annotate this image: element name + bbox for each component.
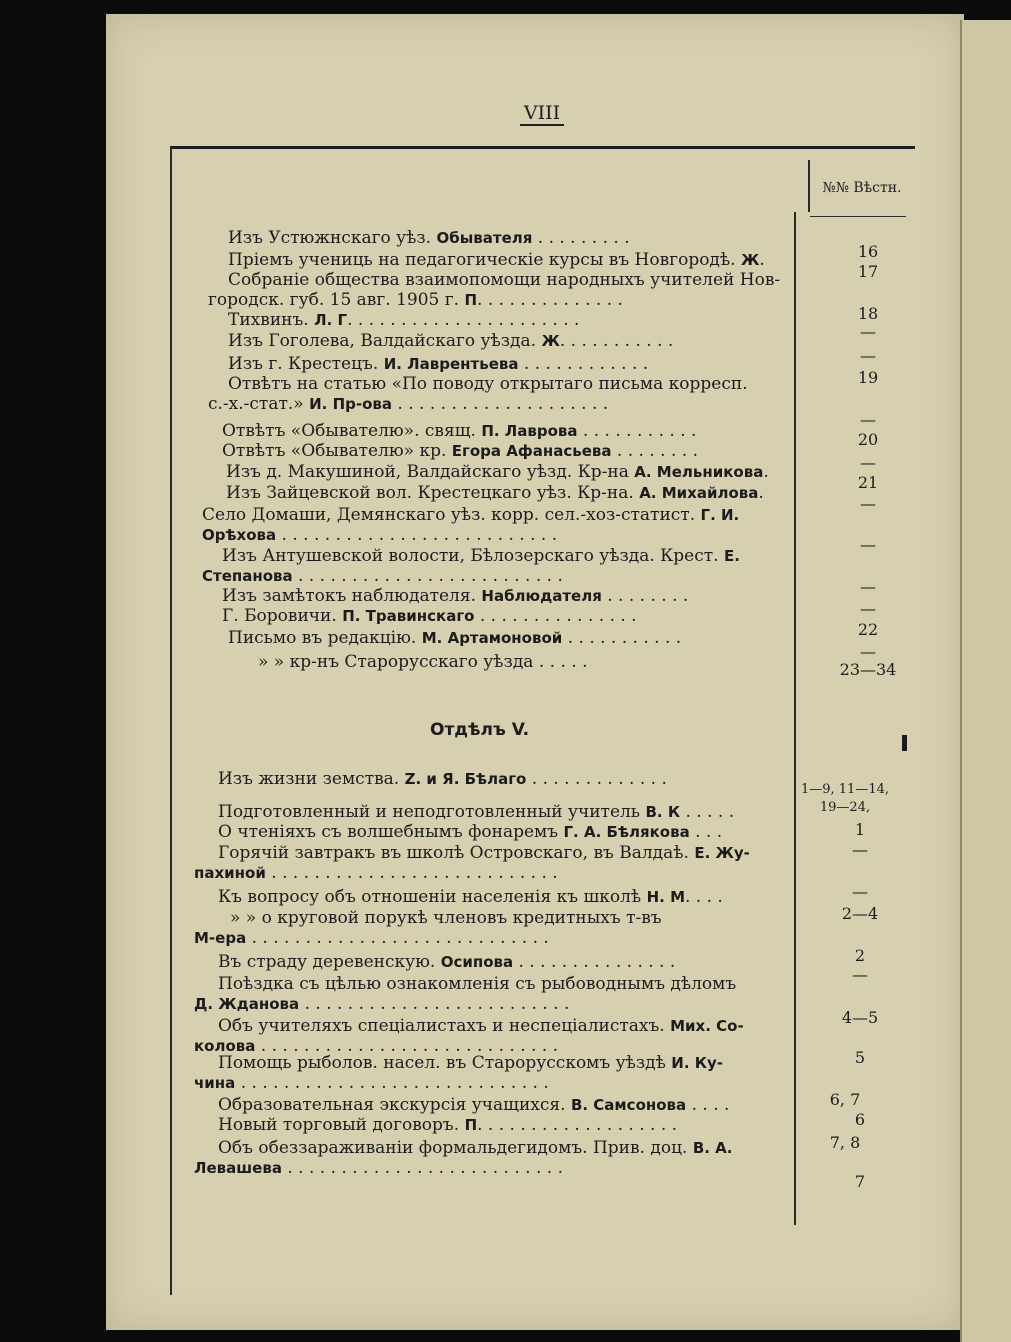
- entry-title: Село Домаши, Демянскаго уѣз. корр. сел.-хоз-статист.: [202, 505, 701, 525]
- entry-author: В. Самсонова: [570, 1096, 687, 1114]
- entry-title: Пріемъ учениць на педагогическіе курсы въ Новгородѣ.: [228, 250, 741, 270]
- leader-dots: . . . . . . . . . . . . . . . . . . . . . . . . . . .: [265, 863, 558, 883]
- entry-title: Собраніе общества взаимопомощи народныхъ учителей Нов-: [228, 270, 781, 290]
- leader-dots: . . . . . . . . . . . . . . . . . . . .: [392, 394, 609, 414]
- entry-title: Изъ Гоголева, Валдайскаго уѣзда.: [228, 331, 542, 351]
- entry-title: Изъ замѣтокъ наблюдателя.: [222, 586, 482, 606]
- contents-entry: [218, 1053, 723, 1073]
- issue-number: 19: [857, 368, 879, 387]
- entry-title: Отвѣтъ «Обывателю» кр.: [222, 441, 452, 461]
- header-column-rule: [808, 160, 810, 212]
- leader-dots: . . . .: [686, 1095, 730, 1115]
- leader-dots: . . . . . . . . . . . . .: [526, 769, 667, 789]
- issue-number: 2—4: [841, 904, 879, 923]
- entry-author: пахиной: [194, 864, 266, 882]
- entry-author: колова: [194, 1037, 256, 1055]
- entry-author: чина: [194, 1074, 236, 1092]
- contents-entry: [226, 462, 769, 482]
- contents-entry: [228, 628, 681, 648]
- contents-entry: [226, 483, 764, 503]
- entry-title: » » кр-нъ Старорусскаго уѣзда: [258, 652, 534, 672]
- contents-entry: [228, 228, 630, 248]
- entry-author: А. Мельникова: [634, 463, 764, 481]
- entry-title: Изъ Зайцевской вол. Крестецкаго уѣз. Кр-на.: [226, 483, 640, 503]
- contents-entry: [194, 1158, 563, 1178]
- entry-author: Ж: [541, 332, 560, 350]
- entry-author: И. Пр-ова: [309, 395, 393, 413]
- entry-title: Къ вопросу объ отношеніи населенія къ школѣ: [218, 887, 647, 907]
- entry-author: Е.: [723, 547, 740, 565]
- entry-title: Помощь рыболов. насел. въ Старорусскомъ уѣздѣ: [218, 1053, 672, 1073]
- leader-dots: . . .: [689, 822, 723, 842]
- contents-entry: [194, 1073, 549, 1093]
- entry-author: М-ера: [194, 929, 247, 947]
- issue-number: —: [860, 453, 876, 472]
- contents-entry: [218, 1095, 729, 1115]
- entry-title: Изъ Антушевской волости, Бѣлозерскаго уѣзда. Крест.: [222, 546, 724, 566]
- leader-dots: . . . . . . . .: [601, 586, 689, 606]
- leader-dots: . . . . .: [533, 652, 588, 672]
- issue-number: —: [860, 599, 876, 618]
- contents-entry: [228, 310, 579, 330]
- entry-title: Объ обеззараживаніи формальдегидомъ. Прив. доц.: [218, 1138, 693, 1158]
- issue-number: 4—5: [841, 1008, 879, 1027]
- next-page-edge: [960, 20, 1011, 1342]
- entry-title: Изъ д. Макушиной, Валдайскаго уѣзд. Кр-на: [226, 462, 635, 482]
- contents-entry: [194, 928, 549, 948]
- issue-number: 22: [857, 620, 879, 639]
- leader-dots: . . . . . . . . . . . . . . . . . . .: [477, 1115, 678, 1135]
- entry-author: В. А.: [692, 1139, 733, 1157]
- entry-title: с.-х.-стат.»: [208, 394, 310, 414]
- leader-dots: . . . . . . . . . . . . . . . . . . . . . . . . . .: [276, 525, 558, 545]
- contents-entry: [218, 1138, 732, 1158]
- issue-number: —: [852, 840, 868, 859]
- entry-author: А. Михайлова: [639, 484, 759, 502]
- header-underline: [810, 216, 906, 217]
- contents-entry: [218, 952, 675, 972]
- contents-entry: [208, 290, 623, 310]
- leader-dots: . . . . . . . . . . . . . . . . . . . . . . . . . . . .: [246, 928, 549, 948]
- entry-title: Тихвинъ.: [228, 310, 315, 330]
- entry-author: Егора Афанасьева: [451, 442, 612, 460]
- issue-number: 6, 7: [829, 1090, 861, 1109]
- column-rule: [794, 212, 796, 1225]
- entry-author: Мих. Со-: [670, 1017, 744, 1035]
- ink-mark: [902, 735, 907, 751]
- leader-dots: . . . . . . . . . . .: [562, 628, 682, 648]
- entry-author: Обывателя: [436, 229, 533, 247]
- leader-dots: . . . . . . . . . . . . . . . . . . . . . . . . .: [292, 566, 563, 586]
- entry-title: Образовательная экскурсія учащихся.: [218, 1095, 571, 1115]
- contents-entry: [202, 566, 563, 586]
- issue-number: —: [860, 577, 876, 596]
- contents-entry: [222, 441, 698, 461]
- issue-number: 17: [857, 262, 879, 281]
- entry-author: Осипова: [440, 953, 514, 971]
- issue-number: 23—34: [839, 660, 897, 679]
- issue-number: 1: [854, 820, 866, 839]
- contents-entry: [218, 974, 736, 994]
- contents-entry: [194, 994, 569, 1014]
- contents-entry: [218, 887, 723, 907]
- entry-author: Л. Г: [314, 311, 348, 329]
- leader-dots: . . . . . . . . . . . . . .: [477, 290, 623, 310]
- leader-dots: .: [759, 250, 765, 270]
- contents-entry: [222, 586, 688, 606]
- contents-entry: [228, 250, 765, 270]
- entry-title: городск. губ. 15 авг. 1905 г.: [208, 290, 465, 310]
- entry-author: Левашева: [194, 1159, 282, 1177]
- entry-author: Г. А. Бѣлякова: [563, 823, 690, 841]
- entry-title: Отвѣтъ «Обывателю». свящ.: [222, 421, 482, 441]
- contents-entry: [228, 374, 748, 394]
- contents-entry: [218, 822, 722, 842]
- entry-author: Д. Жданова: [194, 995, 300, 1013]
- issue-number: —: [852, 965, 868, 984]
- issue-number: —: [860, 642, 876, 661]
- entry-author: Н. М: [646, 888, 685, 906]
- leader-dots: . . . . .: [680, 802, 735, 822]
- entry-author: В. К: [645, 803, 681, 821]
- entry-title: Новый торговый договоръ.: [218, 1115, 465, 1135]
- contents-entry: [222, 606, 637, 626]
- section-title: Отдѣлъ V.: [430, 720, 530, 740]
- entry-author: Степанова: [202, 567, 293, 585]
- leader-dots: . . . . . . . . .: [532, 228, 630, 248]
- contents-entry: [222, 421, 696, 441]
- entry-title: Въ страду деревенскую.: [218, 952, 441, 972]
- contents-entry: [230, 908, 662, 928]
- contents-entry: [218, 1115, 677, 1135]
- entry-title: Изъ Устюжнскаго уѣз.: [228, 228, 437, 248]
- entry-title: О чтеніяхъ съ волшебнымъ фонаремъ: [218, 822, 564, 842]
- issue-number: 6: [854, 1110, 866, 1129]
- leader-dots: . . . . . . . .: [611, 441, 698, 461]
- issue-number: 2: [854, 946, 866, 965]
- contents-entry: [258, 652, 587, 672]
- contents-entry: [202, 525, 557, 545]
- contents-entry: [194, 863, 558, 883]
- issue-number: 20: [857, 430, 879, 449]
- issue-number: 7: [854, 1172, 866, 1191]
- contents-entry: [218, 769, 667, 789]
- issue-number: 16: [857, 242, 879, 261]
- leader-dots: . . . . . . . . . . . . . . . . . . . . . . . . .: [299, 994, 570, 1014]
- issue-number: 1—9, 11—14,: [800, 782, 890, 797]
- top-rule: [170, 146, 915, 149]
- entry-author: П: [464, 291, 478, 309]
- entry-title: Поѣздка съ цѣлью ознакомленія съ рыбоводнымъ дѣломъ: [218, 974, 737, 994]
- contents-entry: [218, 802, 734, 822]
- leader-dots: . . . . . . . . . . . .: [518, 354, 649, 374]
- leader-dots: .: [758, 483, 764, 503]
- entry-title: Объ учителяхъ спеціалистахъ и неспеціалистахъ.: [218, 1016, 671, 1036]
- issue-number: 5: [854, 1048, 866, 1067]
- issue-number: —: [860, 410, 876, 429]
- leader-dots: . . . . . . . . . . . . . . .: [474, 606, 637, 626]
- leader-dots: . . . . . . . . . . . . . . . . . . . . . . . . . .: [281, 1158, 563, 1178]
- leader-dots: . . . . . . . . . . . . . . . . . . . . . . . . . . . .: [255, 1036, 559, 1056]
- entry-author: Z. и Я. Бѣлаго: [404, 770, 527, 788]
- entry-title: Г. Боровичи.: [222, 606, 343, 626]
- issue-number: —: [860, 494, 876, 513]
- leader-dots: . . . . . . . . . . .: [559, 331, 674, 351]
- contents-entry: [202, 505, 739, 525]
- leader-dots: . . . . . . . . . . . . . . . . . . . . . .: [347, 310, 580, 330]
- issue-number: 19—24,: [819, 800, 871, 815]
- entry-author: И. Ку-: [671, 1054, 724, 1072]
- entry-author: П: [464, 1116, 478, 1134]
- entry-author: Ж: [740, 251, 760, 269]
- issue-number: 21: [857, 473, 879, 492]
- entry-author: М. Артамоновой: [421, 629, 563, 647]
- entry-author: П. Лаврова: [481, 422, 578, 440]
- entry-title: Подготовленный и неподготовленный учитель: [218, 802, 646, 822]
- issue-number: 18: [857, 304, 879, 323]
- entry-author: И. Лаврентьева: [383, 355, 519, 373]
- page-number: VIII: [520, 102, 564, 126]
- issue-number: —: [852, 882, 868, 901]
- contents-entry: [228, 331, 673, 351]
- entry-title: » » о круговой порукѣ членовъ кредитныхъ т-въ: [230, 908, 662, 928]
- issue-number: 7, 8: [829, 1133, 861, 1152]
- entry-title: Отвѣтъ на статью «По поводу открытаго письма корресп.: [228, 374, 748, 394]
- leader-dots: . . . . . . . . . . .: [577, 421, 697, 441]
- issue-column-header: №№ Вѣстн.: [822, 180, 902, 196]
- contents-entry: [228, 270, 780, 290]
- entry-author: Г. И.: [700, 506, 740, 524]
- left-rule: [170, 147, 172, 1295]
- entry-title: Изъ г. Крестецъ.: [228, 354, 384, 374]
- entry-author: Е. Жу-: [694, 844, 750, 862]
- contents-entry: [222, 546, 740, 566]
- contents-entry: [218, 1016, 744, 1036]
- entry-author: Наблюдателя: [481, 587, 602, 605]
- contents-entry: [208, 394, 608, 414]
- leader-dots: . . . . . . . . . . . . . . . . . . . . . . . . . . . . .: [235, 1073, 549, 1093]
- leader-dots: . . . .: [685, 887, 723, 907]
- contents-entry: [218, 843, 750, 863]
- entry-title: Письмо въ редакцію.: [228, 628, 422, 648]
- issue-number: —: [860, 346, 876, 365]
- leader-dots: .: [763, 462, 769, 482]
- leader-dots: . . . . . . . . . . . . . . .: [513, 952, 676, 972]
- issue-number: —: [860, 322, 876, 341]
- contents-entry: [228, 354, 648, 374]
- entry-author: П. Травинскаго: [342, 607, 475, 625]
- entry-title: Горячій завтракъ въ школѣ Островскаго, въ Валдаѣ.: [218, 843, 695, 863]
- entry-title: Изъ жизни земства.: [218, 769, 405, 789]
- entry-author: Орѣхова: [202, 526, 277, 544]
- issue-number: —: [860, 535, 876, 554]
